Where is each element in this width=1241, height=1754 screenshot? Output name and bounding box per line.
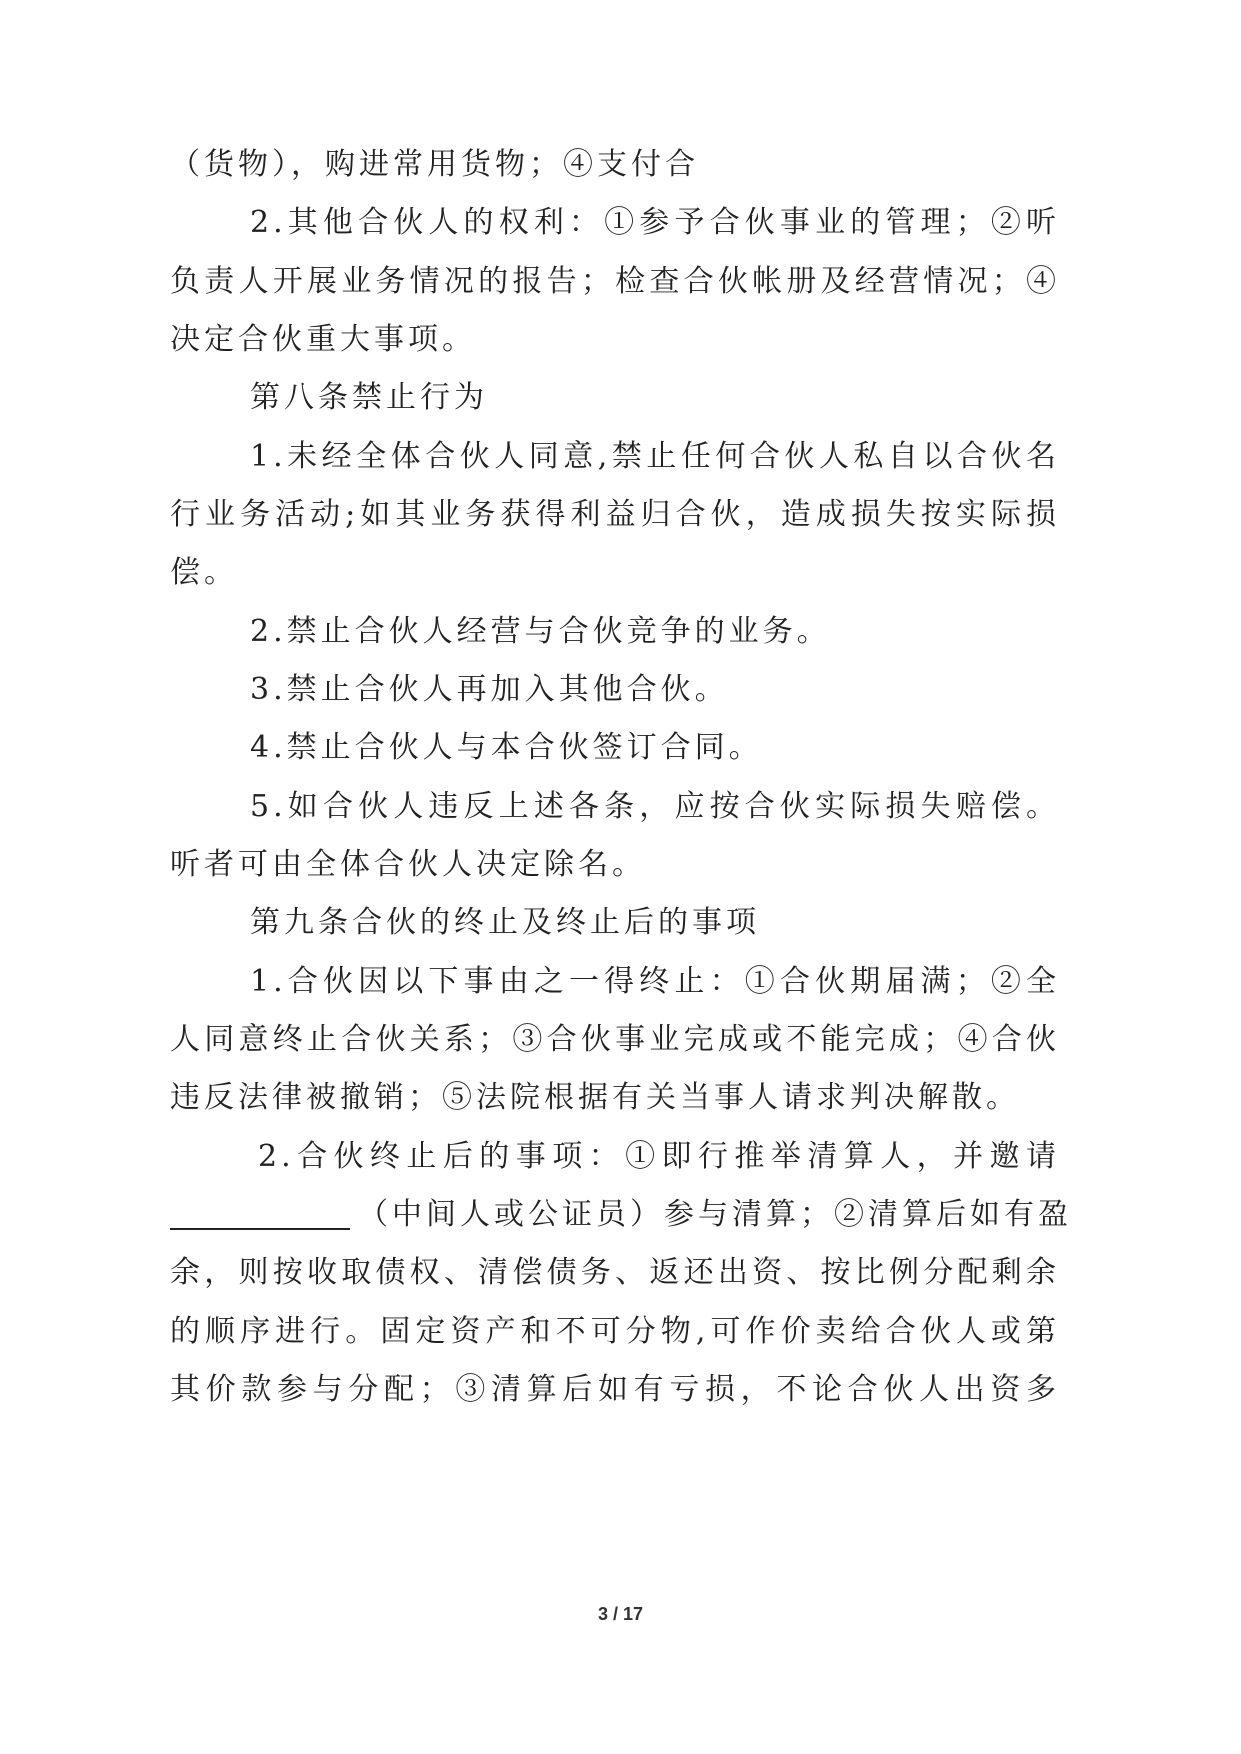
body-line: 2.合伙终止后的事项：①即行推举清算人，并邀请 bbox=[258, 1139, 1060, 1174]
body-line: 听者可由全体合伙人决定除名。 bbox=[170, 847, 646, 882]
body-line: 违反法律被撤销；⑤法院根据有关当事人请求判决解散。 bbox=[170, 1080, 1020, 1115]
body-line-with-blank bbox=[170, 1195, 1072, 1235]
body-line: 1.合伙因以下事由之一得终止：①合伙期届满；②全 bbox=[250, 964, 1060, 999]
body-line: 决定合伙重大事项。 bbox=[170, 322, 476, 357]
body-line: 3.禁止合伙人再加入其他合伙。 bbox=[250, 672, 729, 707]
body-line: 余，则按收取债权、清偿债务、返还出资、按比例分配剩余 bbox=[170, 1255, 1060, 1290]
section-heading: 第九条合伙的终止及终止后的事项 bbox=[250, 905, 760, 940]
body-line-text: （中间人或公证员）参与清算；②清算后如有盈 bbox=[358, 1197, 1072, 1232]
body-line: 2.其他合伙人的权利：①参予合伙事业的管理；②听 bbox=[250, 205, 1060, 240]
body-line: 人同意终止合伙关系；③合伙事业完成或不能完成；④合伙 bbox=[170, 1022, 1060, 1057]
body-line: 行业务活动;如其业务获得利益归合伙，造成损失按实际损 bbox=[170, 497, 1060, 532]
body-line: （货物），购进常用货物；④支付合 bbox=[170, 147, 699, 182]
body-line: 2.禁止合伙人经营与合伙竞争的业务。 bbox=[250, 614, 831, 649]
section-heading: 第八条禁止行为 bbox=[250, 380, 488, 415]
body-line: 的顺序进行。固定资产和不可分物,可作价卖给合伙人或第 bbox=[170, 1314, 1060, 1349]
body-line: 1.未经全体合伙人同意,禁止任何合伙人私自以合伙名 bbox=[250, 439, 1060, 474]
body-line: 5.如合伙人违反上述各条，应按合伙实际损失赔偿。 bbox=[250, 789, 1060, 824]
body-line: 偿。 bbox=[170, 555, 238, 590]
fill-in-blank bbox=[170, 1228, 350, 1230]
page-number: 3 / 17 bbox=[597, 1604, 644, 1624]
body-line: 其价款参与分配；③清算后如有亏损，不论合伙人出资多 bbox=[170, 1372, 1060, 1407]
body-line: 负责人开展业务情况的报告；检查合伙帐册及经营情况；④ bbox=[170, 264, 1060, 299]
body-line: 4.禁止合伙人与本合伙签订合同。 bbox=[250, 730, 763, 765]
